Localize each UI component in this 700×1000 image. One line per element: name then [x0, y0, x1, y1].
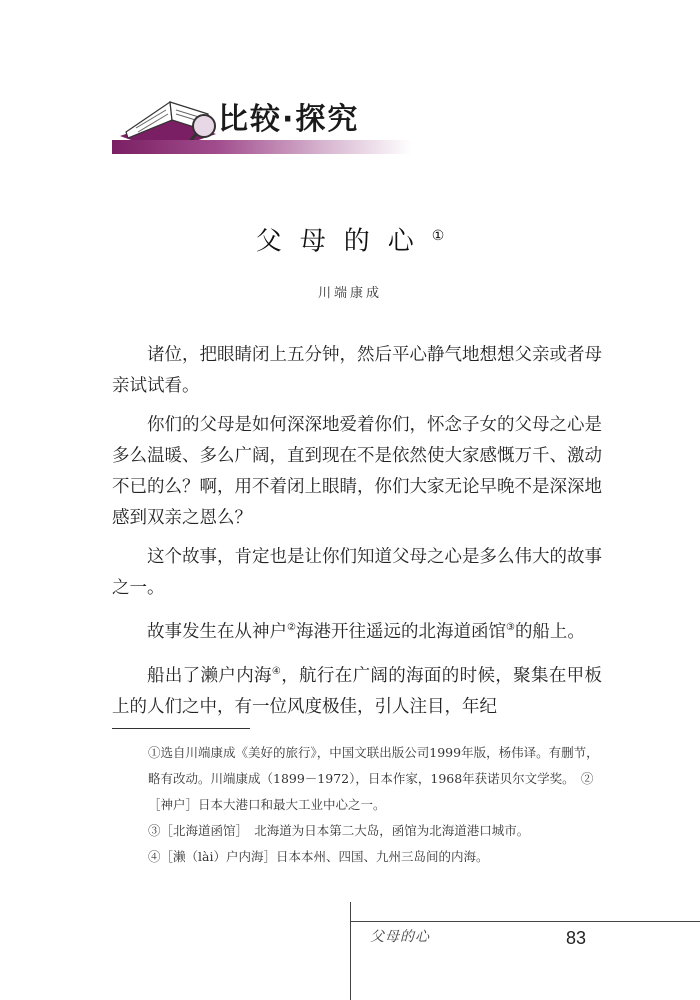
article-body — [112, 340, 602, 731]
article-title-text: 父母的心 — [255, 226, 432, 257]
title-note-mark: ① — [431, 228, 445, 244]
footnote: ③［北海道函馆］ 北海道为日本第二大岛，函馆为北海道港口城市。 — [148, 823, 530, 838]
footnote-mark: ④ — [271, 665, 282, 677]
footnotes — [148, 740, 608, 870]
paragraph: 诸位，把眼睛闭上五分钟，然后平心静气地想想父亲或者母亲试试看。 — [112, 345, 602, 396]
paragraph: 你们的父母是如何深深地爱着你们，怀念子女的父母之心是多么温暖、多么广阔，直到现在不是依然使大家感慨万千、激动不已的么？啊，用不着闭上眼睛，你们大家无论早晚不是深深地感到双亲之恩么？ — [112, 415, 602, 528]
paragraph: 船出了濑户内海④，航行在广阔的海面的时候，聚集在甲板上的人们之中，有一位风度极佳，引人注目，年纪 — [112, 665, 603, 717]
article-title — [0, 218, 700, 260]
paragraph: 故事发生在从神户②海港开往遥远的北海道函馆③的船上。 — [147, 621, 585, 642]
footnote-divider — [112, 728, 250, 729]
page-number: 83 — [566, 928, 587, 948]
footnote: ①选自川端康成《美好的旅行》，中国文联出版公司1999年版，杨伟译。有删节，略有改动。川端康成（1899－1972），日本作家，1968年获诺贝尔文学奖。 ②［神户］日本大港口和最大工业中心之一。 — [148, 745, 599, 812]
running-head: 父母的心 — [370, 929, 430, 945]
paragraph: 这个故事，肯定也是让你们知道父母之心是多么伟大的故事之一。 — [112, 547, 602, 598]
footnote: ④［濑（lài）户内海］日本本州、四国、九州三岛间的内海。 — [148, 849, 489, 864]
footnote-mark: ③ — [505, 622, 515, 633]
section-label: 比较·探究 — [218, 102, 360, 137]
article-author: 川端康成 — [317, 286, 382, 301]
footnote-mark: ② — [287, 622, 296, 633]
footer-divider-horizontal — [350, 921, 700, 922]
section-banner-bar — [112, 140, 412, 154]
footer-divider-vertical — [350, 902, 351, 1000]
